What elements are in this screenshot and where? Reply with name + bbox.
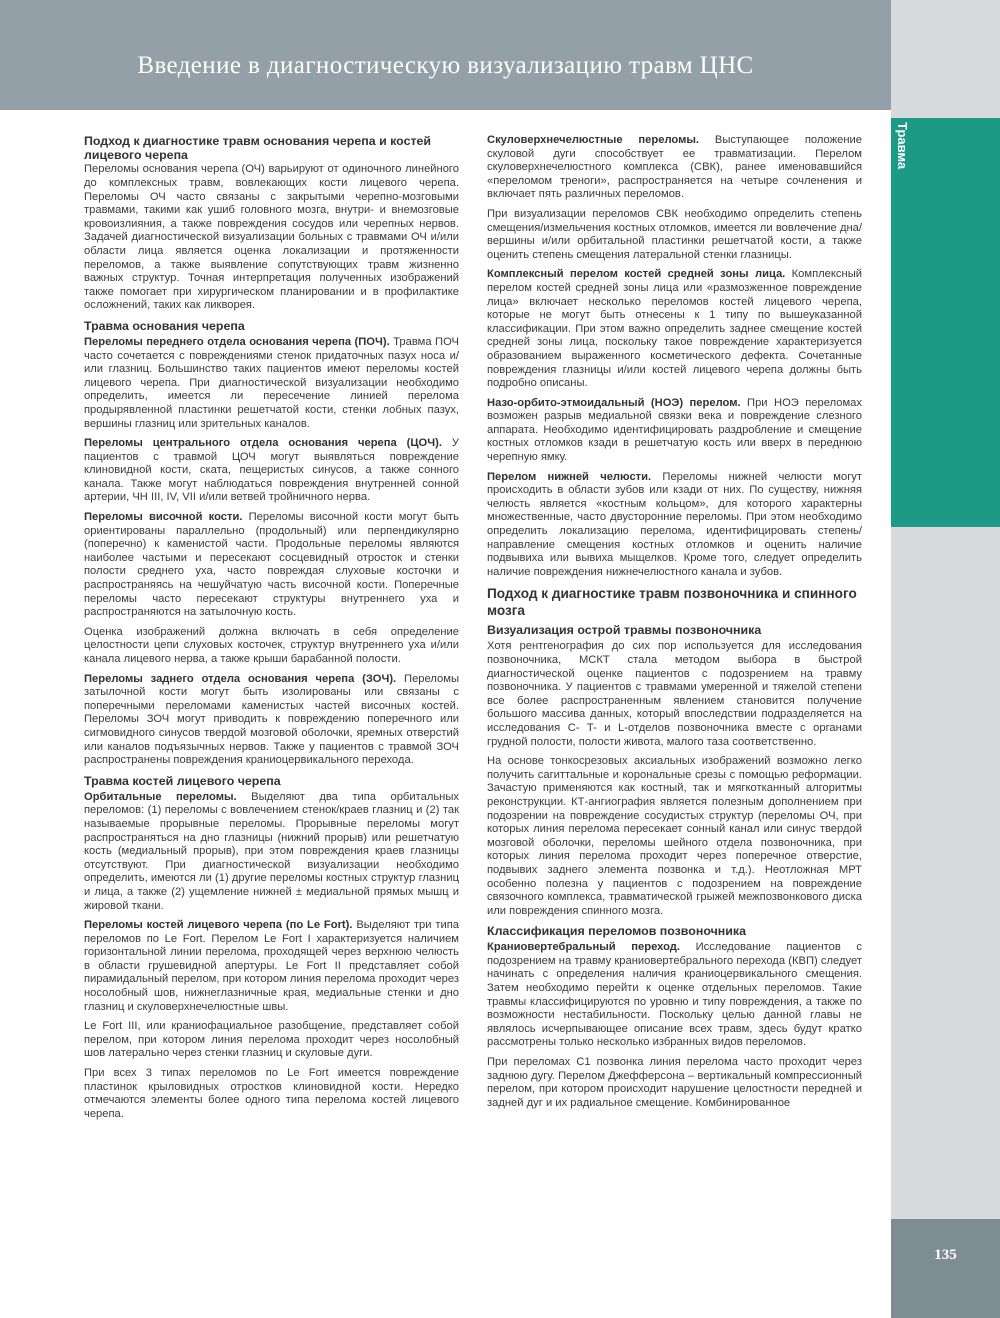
paragraph: При переломах С1 позвонка линия перелома часто проходит через заднюю дугу. Перелом Джефферсона – вертикальный компрессионный перелом, при котором происходит нарушение целостности передней и задней дуг и их радиальное смещение. Комбинированное [487,1056,862,1109]
paragraph-lead: Переломы височной кости. [84,511,243,524]
paragraph-lead: Скуловерхнечелюстные переломы. [487,134,700,146]
paragraph: Переломы основания черепа (ОЧ) варьируют от одиночного линейного до комплексных травм, вовлекающих кости лицевого черепа. Переломы ОЧ часто связаны с закрытыми черепно-мозговыми травмами, такими как ушиб головного мозга, внутри- и внемозговые кровоизлияния, а также повреждения сосудов или черепных нервов. Задачей диагностической визуализации больных с травмами ОЧ и/или области лица является оценка локализации и протяженности переломов, а также выявление сопутствующих травм жизненно важных структур. Точная интерпретация полученных изображений также помогает при хирургическом планировании и в профилактике осложнений, таких как ликворея. [84,163,459,312]
paragraph: При визуализации переломов СВК необходимо определить степень смещения/измельчения костных отломков, имеется ли вовлечение дна/вершины и/или орбитальной пластинки решетчатой кости, а также оценить степень смещения латеральной стенки глазницы. [487,207,862,261]
subsection-heading: Визуализация острой травмы позвоночника [487,623,762,638]
paragraph-lead: Переломы центрального отдела основания черепа (ЦОЧ). [84,437,442,450]
paragraph: Краниовертебральный переход. Исследование пациентов с подозрением на травму краниовертебрального перехода (КВП) следует начинать с определения наличия краниоцервикального смещения. Затем необходимо перейти к оценке отдельных переломов. Такие травмы классифицируются по уровню и типу повреждения, а также по возможности нестабильности. Поскольку целью данной главы не являлось исчерпывающее описание всех травм, здесь будут кратко рассмотрены только несколько избранных видов переломов. [487,941,862,1049]
paragraph-lead: Перелом нижней челюсти. [487,470,652,483]
paragraph: Перелом нижней челюсти. Переломы нижней челюсти могут происходить в области зубов или кзади от них. По существу, нижняя челюсть является «костным кольцом», для которого характерны множественные, часто двусторонние переломы. При этом необходимо определить локализацию перелома, идентифицировать степень/направление смещения костных отломков и оценить наличие подвывиха или вывиха мыщелков. Кроме того, следует определить наличие повреждения нижнечелюстного канала и зубов. [487,470,862,578]
paragraph: Переломы височной кости. Переломы височной кости могут быть ориентированы параллельно (продольный) или перпендикулярно (поперечно) к каменистой части. Продольные переломы являются наиболее частыми и пересекают сосцевидный отросток и стенки полости среднего уха, часто повреждая слуховые косточки и распространяясь на чешуйчатую часть височной кости. Поперечные переломы часто пересекают структуры внутреннего уха и распространяются на затылочную кость. [84,511,459,619]
page-number: 135 [934,1247,957,1263]
paragraph: Le Fort III, или краниофациальное разобщение, представляет собой перелом, при котором линия перелома проходит через носолобный шов латерально через стенки глазниц и скуловые дуги. [84,1020,459,1060]
paragraph-lead: Краниовертебральный переход. [487,941,680,954]
page-number-box [891,1219,1000,1318]
side-strip-lower [891,527,1000,1219]
paragraph-lead: Орбитальные переломы. [84,790,237,803]
paragraph: Скуловерхнечелюстные переломы. Выступающее положение скуловой дуги способствует ее травматизации. Перелом скуловерхнечелюстного комплекса (СВК), ранее именовавшийся «переломом треноги», распространяется на четыре сочленения и включает пять различных переломов. [487,134,862,201]
paragraph: Орбитальные переломы. Выделяют два типа орбитальных переломов: (1) переломы с вовлечением стенок/краев глазниц и (2) так называемые прорывные переломы. Прорывные переломы могут распространяться на дно глазницы (нижний прорыв) или решетчатую кость (медиальный прорыв), при этом повреждения краев глазницы отсутствуют. При диагностической визуализации необходимо определить, имеются ли (1) другие переломы костных структур глазниц и лица, а также (2) ущемление нижней ± медиальной прямых мышц и жировой ткани. [84,790,459,912]
section-heading: Подход к диагностике травм позвоночника и спинного мозга [487,586,857,619]
chapter-title: Введение в диагностическую визуализацию травм ЦНС [137,52,754,79]
side-strip-top [891,0,1000,110]
paragraph-lead: Переломы костей лицевого черепа (по Le Fort). [84,919,353,932]
subsection-heading: Классификация переломов позвоночника [487,924,746,939]
paragraph-lead: Комплексный перелом костей средней зоны лица. [487,268,786,281]
left-column [84,134,459,1127]
paragraph: Переломы костей лицевого черепа (по Le Fort). Выделяют три типа переломов по Le Fort. Перелом Le Fort I характеризуется наличием горизонтальной линии перелома, проходящей через верхнюю челюсть в области грушевидной апертуры. Le Fort II представляет собой пирамидальный перелом, при котором линия перелома проходит через носолобный шов, нижнеглазничные края, медиальные стенки и дно глазниц и скуловерхнечелюстные швы. [84,919,459,1013]
subsection-heading: Травма костей лицевого черепа [84,773,281,788]
paragraph: Назо-орбито-этмоидальный (НОЭ) перелом. При НОЭ переломах возможен разрыв медиальной связки века и повреждение слезного аппарата. Необходимо идентифицировать раздробление и смещение костных отломков кзади в решетчатую кость или вверх в переднюю черепную ямку. [487,396,862,464]
paragraph: Переломы переднего отдела основания черепа (ПОЧ). Травма ПОЧ часто сочетается с повреждениями стенок придаточных пазух носа и/или глазниц. Большинство таких пациентов имеют переломы костей лицевого черепа. При диагностической визуализации необходимо определить, имеется ли пересечение линией перелома продырявленной пластинки решетчатой кости, стенки лобных пазух, вершины глазниц или зрительных каналов. [84,335,459,430]
paragraph: Оценка изображений должна включать в себя определение целостности цепи слуховых косточек, структур внутреннего уха и/или канала лицевого нерва, а также крыши барабанной полости. [84,625,459,665]
section-tab-label-box [890,120,920,180]
section-heading: Подход к диагностике травм основания черепа и костей лицевого черепа [84,134,432,163]
section-tab-label: Травма [895,122,910,170]
paragraph-lead: Переломы переднего отдела основания черепа (ПОЧ). [84,335,390,348]
paragraph: Переломы заднего отдела основания черепа (ЗОЧ). Переломы затылочной кости могут быть изолированы или связаны с поперечными переломами каменистых частей височных костей. Переломы ЗОЧ могут приводить к повреждению поперечного или сигмовидного синусов твердой мозговой оболочки, яремных отверстий или каналов подъязычных нервов. Также у пациентов с травмой ЗОЧ распространены повреждения краниоцервикального перехода. [84,672,459,767]
paragraph: На основе тонкосрезовых аксиальных изображений возможно легко получить сагиттальные и корональные срезы с помощью реформации. Зачастую применяются как костный, так и мягкотканный алгоритмы реконструкции. КТ-ангиография является полезным дополнением при подозрении на повреждение сосудистых структур (переломы ОЧ, при которых линия перелома пересекает сонный канал или синус твердой мозговой оболочки, переломы шейного отдела позвоночника, при которых линия перелома проходит через поперечное отверстие, подвывих заднего элемента позвонка и т.д.). Неотложная МРТ особенно полезна у пациентов с подозрением на повреждение связочного комплекса, травматической грыжей межпозвонкового диска или повреждения спинного мозга. [487,755,862,917]
paragraph: Переломы центрального отдела основания черепа (ЦОЧ). У пациентов с травмой ЦОЧ могут выявляться повреждение клиновидной кости, ската, пещеристых синусов, а также сонного канала. Также могут наблюдаться повреждения внутренней сонной артерии, ЧН III, IV, VII и/или ветвей тройничного нерва. [84,437,459,504]
side-strip-gap [891,110,1000,118]
paragraph: Комплексный перелом костей средней зоны лица. Комплексный перелом костей средней зоны лица или «размозженное повреждение лица» включает несколько переломов костей лицевого черепа, которые не могут быть отнесены к 1 типу по вышеуказанной классификации. При этом важно определить заднее смещение костей средней зоны лица, поскольку такое повреждение характеризуется образованием выраженного косметического дефекта. Сочетанные повреждения глазницы и/или костей лицевого черепа должны быть подробно описаны. [487,268,862,390]
subsection-heading: Травма основания черепа [84,318,245,333]
paragraph-lead: Переломы заднего отдела основания черепа (ЗОЧ). [84,672,397,685]
paragraph-lead: Назо-орбито-этмоидальный (НОЭ) перелом. [487,396,741,409]
right-column [487,134,862,1116]
paragraph: Хотя рентгенография до сих пор используется для исследования позвоночника, МСКТ стала методом выбора в быстрой диагностической оценке пациентов с подозрением на травму позвоночника. У пациентов с травмами умеренной и тяжелой степени все более распространенным явлением становится получение большого массива данных, который впоследствии подразделяется на исследования C- T- и L-отделов позвоночника вместе с органами грудной полости, полости живота, малого таза соответственно. [487,640,862,748]
paragraph: При всех 3 типах переломов по Le Fort имеется повреждение пластинок крыловидных отростков клиновидной кости. Нередко отмечаются элементы более одного типа перелома костей лицевого черепа. [84,1067,459,1120]
